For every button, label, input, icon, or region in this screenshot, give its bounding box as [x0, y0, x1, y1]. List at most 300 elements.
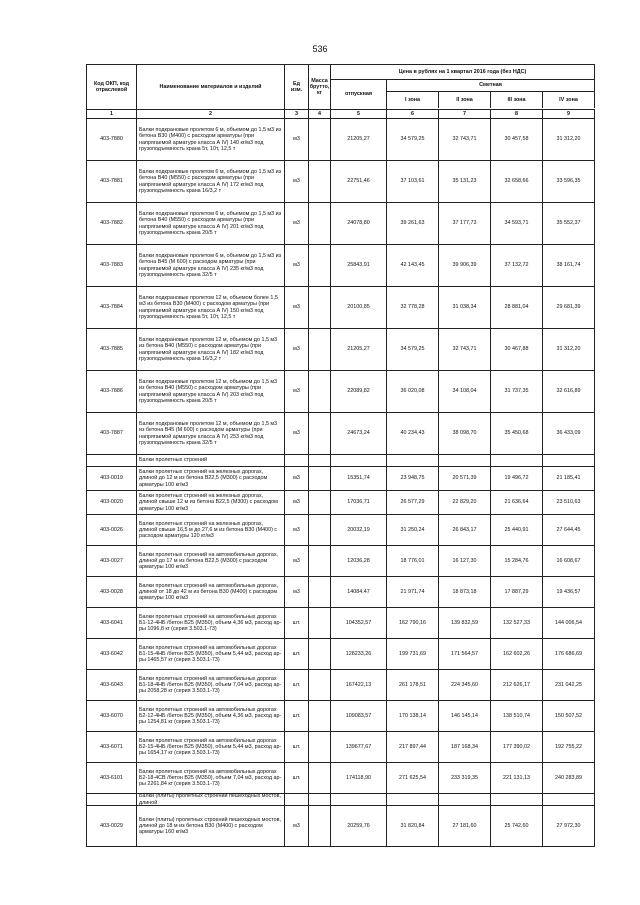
cell-empty [491, 455, 543, 466]
cell-text: Балки подкрановые пролетом 12 м, объемом до 1,5 м3 из бетона В40 (М550) с расходом арматуры (при напрягаемой арматуре класса А IV) 203 кг/м3 под грузоподъемность крана 20/5 т [139, 378, 278, 404]
cell-mass [309, 329, 331, 370]
cell-empty [331, 455, 387, 466]
cell-text: шт. [292, 650, 301, 657]
cell-text: 16 127,30 [452, 557, 477, 564]
cell-z3 [491, 608, 543, 638]
cell-release [331, 467, 387, 490]
cell-z4 [543, 467, 595, 490]
cell-z1 [387, 701, 439, 731]
cell-text: 29 681,39 [556, 304, 581, 311]
cell-text: 34 593,71 [504, 220, 529, 227]
cell-z1 [387, 203, 439, 244]
cell-z4 [543, 577, 595, 607]
cell-text: 403-6071 [100, 743, 123, 750]
cell-empty [309, 794, 331, 805]
cell-text: 271 625,54 [399, 774, 426, 781]
cell-z2 [439, 732, 491, 762]
cell-text: м3 [293, 822, 300, 829]
cell-z4 [543, 245, 595, 286]
cell-release [331, 546, 387, 576]
cell-text: 192 755,22 [555, 743, 582, 750]
cell-name [137, 701, 285, 731]
cell-unit [285, 119, 309, 160]
cell-text: 25 742,60 [504, 822, 529, 829]
cell-text: 403-0026 [100, 526, 123, 533]
cell-text: 20032,19 [347, 526, 370, 533]
cell-mass [309, 806, 331, 846]
cell-text: 171 564,57 [451, 650, 478, 657]
cell-text: Балки пролетных строений на автомобильных дорогах Б1-18-4НБ /бетон В25 (М350), объем 7,04 м3, расход ар-ры 2058,28 кг (серия 3.503.1-73) [139, 675, 282, 695]
cell-text: 38 161,74 [556, 262, 581, 269]
col-num: 2 [137, 110, 285, 118]
cell-z2 [439, 763, 491, 793]
cell-release [331, 670, 387, 700]
cell-text: 24673,24 [347, 430, 370, 437]
cell-z4 [543, 806, 595, 846]
cell-text: 233 319,35 [451, 774, 478, 781]
cell-text: 403-6041 [100, 619, 123, 626]
cell-text: 34 579,25 [400, 346, 425, 353]
cell-text: Балки подкрановые пролетом 12 м, объемом до 1,5 м3 из бетона В40 (М550) с расходом арматуры (при напрягаемой арматуре класса А IV) 182 кг/м3 под грузоподъемность крана 16/3,2 т [139, 336, 278, 362]
cell-text: 18 776,01 [400, 557, 425, 564]
header-code: Код ОКП, код отраслевой [87, 65, 137, 109]
cell-z4 [543, 371, 595, 412]
cell-unit [285, 245, 309, 286]
cell-text: 16 608,67 [556, 557, 581, 564]
cell-mass [309, 287, 331, 328]
cell-unit [285, 577, 309, 607]
cell-release [331, 732, 387, 762]
cell-release [331, 329, 387, 370]
cell-name [137, 515, 285, 545]
cell-code [87, 577, 137, 607]
cell-unit [285, 203, 309, 244]
cell-name [137, 546, 285, 576]
cell-release [331, 608, 387, 638]
cell-text: 21 971,74 [400, 588, 425, 595]
cell-text: 22089,82 [347, 388, 370, 395]
col-num: 7 [439, 110, 491, 118]
cell-text: 22751,46 [347, 178, 370, 185]
cell-text: 27 181,60 [452, 822, 477, 829]
cell-text: 42 143,45 [400, 262, 425, 269]
cell-text: 31 737,35 [504, 388, 529, 395]
cell-z4 [543, 287, 595, 328]
cell-unit [285, 491, 309, 514]
cell-text: Балки пролетных строений на автомобильных дорогах, длиной до 17 м из бетона В22,5 (М300) с расходом арматуры 100 кг/м3 [139, 551, 279, 571]
cell-text: Балки подкрановые пролетом 12 м, объемом более 1,5 м3 из бетона В30 (М400) с расходом арматуры (при напрягаемой арматуре класса А IV) 150 кг/м3 под грузоподъемность крана 5т, 10т, 12,5 т [139, 294, 278, 320]
cell-text: Балки пролетных строений на автомобильных дорогах Б2-18-4СВ /бетон В25 (М350), объем 7,04 м3, расход ар-ры 2261,84 кг (серия 3.503.1-73) [139, 768, 282, 788]
cell-z3 [491, 515, 543, 545]
table-row [87, 413, 595, 455]
cell-z1 [387, 371, 439, 412]
cell-unit [285, 467, 309, 490]
cell-text: 132 527,33 [503, 619, 530, 626]
cell-unit [285, 639, 309, 669]
cell-empty [387, 794, 439, 805]
cell-z1 [387, 245, 439, 286]
cell-empty [439, 794, 491, 805]
cell-release [331, 119, 387, 160]
cell-z1 [387, 608, 439, 638]
cell-z2 [439, 639, 491, 669]
col-num: 8 [491, 110, 543, 118]
table-header [87, 65, 595, 110]
cell-text: м3 [293, 220, 300, 227]
cell-mass [309, 119, 331, 160]
cell-text: 21205,27 [347, 346, 370, 353]
cell-release [331, 245, 387, 286]
cell-text: 23 510,63 [556, 499, 581, 506]
table-row [87, 701, 595, 732]
cell-text: шт. [292, 619, 301, 626]
table-row [87, 608, 595, 639]
cell-text: 20259,76 [347, 822, 370, 829]
cell-text: 403-7884 [100, 304, 123, 311]
cell-text: м3 [293, 526, 300, 533]
cell-empty [491, 794, 543, 805]
cell-z4 [543, 515, 595, 545]
table-row [87, 245, 595, 287]
cell-text: м3 [293, 557, 300, 564]
cell-name [137, 806, 285, 846]
cell-mass [309, 245, 331, 286]
cell-text: 34 579,25 [400, 136, 425, 143]
cell-text: 28 881,04 [504, 304, 529, 311]
cell-z4 [543, 763, 595, 793]
cell-code [87, 515, 137, 545]
header-zone2: II зона [439, 92, 491, 108]
cell-text: 21 185,41 [556, 475, 581, 482]
cell-text: 224 345,60 [451, 681, 478, 688]
cell-mass [309, 371, 331, 412]
cell-code [87, 639, 137, 669]
cell-text: 138 510,74 [503, 712, 530, 719]
table-row [87, 639, 595, 670]
cell-text: м3 [293, 136, 300, 143]
cell-code [87, 546, 137, 576]
cell-text: 12036,28 [347, 557, 370, 564]
cell-release [331, 701, 387, 731]
cell-name [137, 491, 285, 514]
cell-z4 [543, 639, 595, 669]
cell-z1 [387, 491, 439, 514]
cell-text: 128233,26 [345, 650, 372, 657]
cell-unit [285, 515, 309, 545]
cell-mass [309, 763, 331, 793]
cell-text: 162 602,26 [503, 650, 530, 657]
cell-text: 104352,57 [345, 619, 372, 626]
cell-text: 403-7883 [100, 262, 123, 269]
cell-code [87, 119, 137, 160]
cell-text: 37 177,73 [452, 220, 477, 227]
cell-z4 [543, 732, 595, 762]
cell-mass [309, 467, 331, 490]
cell-text: 32 743,71 [452, 346, 477, 353]
cell-z4 [543, 413, 595, 454]
section-row [87, 794, 595, 806]
cell-text: Балки подкрановые пролетом 12 м, объемом до 1,5 м3 из бетона В45 (М 600) с расходом арматуры (при напрягаемой арматуре класса А IV) 253 кг/м3 под грузоподъемность крана 32/5 т [139, 420, 278, 446]
cell-empty [331, 794, 387, 805]
header-unit: Ед изм. [285, 65, 309, 109]
header-zone1: I зона [387, 92, 439, 108]
cell-z2 [439, 467, 491, 490]
cell-z3 [491, 413, 543, 454]
table-row [87, 287, 595, 329]
cell-code [87, 371, 137, 412]
cell-empty [285, 794, 309, 805]
cell-text: 35 552,37 [556, 220, 581, 227]
cell-mass [309, 515, 331, 545]
cell-z4 [543, 119, 595, 160]
cell-text: 20100,85 [347, 304, 370, 311]
cell-z3 [491, 203, 543, 244]
cell-z2 [439, 806, 491, 846]
cell-text: м3 [293, 475, 300, 482]
section-row [87, 455, 595, 467]
cell-text: шт. [292, 712, 301, 719]
cell-release [331, 371, 387, 412]
cell-name [137, 371, 285, 412]
cell-text: 31 312,20 [556, 136, 581, 143]
cell-release [331, 763, 387, 793]
cell-text: Балки пролетных строений на железных дорогах, длиной свыше 16,5 м до 27,6 м из бетона В30 (М400) с расходом арматуры 120 кг/м3 [139, 520, 278, 540]
cell-release [331, 287, 387, 328]
cell-text: Балки подкрановые пролетом 6 м, объемом до 1,5 м3 из бетона В40 (М550) с расходом арматуры (при напрягаемой арматуре класса А IV) 201 кг/м3 под грузоподъемность крана 20/5 т [139, 210, 282, 236]
cell-z3 [491, 701, 543, 731]
header-zone4: IV зона [543, 92, 595, 108]
cell-text: м3 [293, 346, 300, 353]
cell-text: м3 [293, 499, 300, 506]
cell-text: 139677,67 [345, 743, 372, 750]
cell-text: 162 790,16 [399, 619, 426, 626]
cell-z3 [491, 806, 543, 846]
cell-text: 38 098,70 [452, 430, 477, 437]
cell-z3 [491, 670, 543, 700]
cell-z4 [543, 203, 595, 244]
cell-z1 [387, 639, 439, 669]
cell-empty [387, 455, 439, 466]
cell-z4 [543, 608, 595, 638]
cell-text: Балки подкрановые пролетом 6 м, объемом до 1,5 м3 из бетона В30 (М400) с расходом арматуры (при напрягаемой арматуре класса А IV) 140 кг/м3 под грузоподъемность крана 5т, 10т, 12,5 т [139, 126, 282, 152]
cell-text: 35 450,68 [504, 430, 529, 437]
cell-z3 [491, 763, 543, 793]
cell-z1 [387, 732, 439, 762]
cell-z2 [439, 161, 491, 202]
col-num: 3 [285, 110, 309, 118]
cell-unit [285, 329, 309, 370]
cell-unit [285, 763, 309, 793]
cell-z3 [491, 371, 543, 412]
cell-text: 15 284,76 [504, 557, 529, 564]
cell-code [87, 806, 137, 846]
cell-text: 240 283,89 [555, 774, 582, 781]
cell-release [331, 639, 387, 669]
cell-name [137, 577, 285, 607]
cell-text: Балки (плиты) пролетных строений пешеходных мостов, длиной [139, 794, 281, 805]
cell-code [87, 670, 137, 700]
cell-text: шт. [292, 743, 301, 750]
cell-mass [309, 577, 331, 607]
cell-empty [87, 455, 137, 466]
price-table [86, 64, 595, 847]
table-row [87, 203, 595, 245]
cell-name [137, 763, 285, 793]
page-number: 536 [312, 44, 328, 54]
cell-text: 30 457,58 [504, 136, 529, 143]
cell-text: 176 686,69 [555, 650, 582, 657]
cell-text: 36 433,09 [556, 430, 581, 437]
cell-text: 25843,91 [347, 262, 370, 269]
cell-code [87, 732, 137, 762]
cell-z2 [439, 701, 491, 731]
cell-empty [439, 455, 491, 466]
cell-text: 170 138,14 [399, 712, 426, 719]
cell-mass [309, 546, 331, 576]
cell-z1 [387, 329, 439, 370]
cell-mass [309, 732, 331, 762]
cell-name [137, 608, 285, 638]
cell-empty [543, 455, 595, 466]
cell-text: шт. [292, 681, 301, 688]
cell-text: 27 644,45 [556, 526, 581, 533]
cell-text: 403-7882 [100, 220, 123, 227]
cell-text: 31 250,24 [400, 526, 425, 533]
cell-text: 20 571,39 [452, 475, 477, 482]
cell-unit [285, 670, 309, 700]
cell-unit [285, 806, 309, 846]
cell-release [331, 161, 387, 202]
header-release: отпускная [331, 80, 387, 109]
cell-z2 [439, 203, 491, 244]
cell-name [137, 413, 285, 454]
cell-mass [309, 161, 331, 202]
cell-z1 [387, 515, 439, 545]
cell-text: м3 [293, 588, 300, 595]
cell-text: м3 [293, 262, 300, 269]
cell-text: 403-7881 [100, 178, 123, 185]
cell-code [87, 763, 137, 793]
cell-text: 150 507,52 [555, 712, 582, 719]
cell-text: 21205,27 [347, 136, 370, 143]
cell-empty [87, 794, 137, 805]
cell-name [137, 329, 285, 370]
cell-text: 217 897,44 [399, 743, 426, 750]
cell-text: 17 887,29 [504, 588, 529, 595]
cell-text: 33 596,35 [556, 178, 581, 185]
cell-unit [285, 371, 309, 412]
table-row [87, 806, 595, 847]
cell-text: 26 843,17 [452, 526, 477, 533]
cell-code [87, 245, 137, 286]
cell-code [87, 287, 137, 328]
cell-mass [309, 701, 331, 731]
cell-z2 [439, 546, 491, 576]
table-row [87, 577, 595, 608]
cell-text: 32 743,71 [452, 136, 477, 143]
cell-mass [309, 608, 331, 638]
cell-z3 [491, 491, 543, 514]
cell-text: 403-6043 [100, 681, 123, 688]
cell-unit [285, 701, 309, 731]
cell-text: 22 829,20 [452, 499, 477, 506]
cell-z4 [543, 329, 595, 370]
cell-text: 403-0020 [100, 499, 123, 506]
cell-name [137, 794, 285, 805]
cell-z1 [387, 577, 439, 607]
col-num: 1 [87, 110, 137, 118]
cell-z1 [387, 806, 439, 846]
cell-unit [285, 413, 309, 454]
cell-z2 [439, 329, 491, 370]
cell-text: 403-6070 [100, 712, 123, 719]
cell-name [137, 119, 285, 160]
cell-text: Балки пролетных строений на автомобильных дорогах Б1-12-4НБ /бетон В25 (М350), объем 4,36 м3, расход ар-ры 1096,8 кг (серия 3.503.1-73) [139, 613, 282, 633]
cell-text: 18 873,18 [452, 588, 477, 595]
cell-text: 19 496,72 [504, 475, 529, 482]
cell-z3 [491, 329, 543, 370]
cell-z3 [491, 577, 543, 607]
col-num: 5 [331, 110, 387, 118]
cell-text: 31 820,84 [400, 822, 425, 829]
cell-z3 [491, 732, 543, 762]
cell-text: 30 467,88 [504, 346, 529, 353]
cell-text: м3 [293, 178, 300, 185]
header-name: Наименование материалов и изделий [137, 65, 285, 109]
cell-name [137, 670, 285, 700]
cell-code [87, 161, 137, 202]
cell-text: 187 168,34 [451, 743, 478, 750]
cell-z3 [491, 119, 543, 160]
table-body [87, 119, 595, 847]
cell-text: 146 145,14 [451, 712, 478, 719]
cell-text: 403-7886 [100, 388, 123, 395]
cell-text: 109083,57 [345, 712, 372, 719]
cell-mass [309, 413, 331, 454]
cell-mass [309, 639, 331, 669]
cell-text: 34 108,04 [452, 388, 477, 395]
cell-text: 24078,80 [347, 220, 370, 227]
cell-text: 403-6101 [100, 774, 123, 781]
table-row [87, 371, 595, 413]
cell-text: 19 436,57 [556, 588, 581, 595]
table-row [87, 546, 595, 577]
cell-release [331, 413, 387, 454]
cell-text: Балки пролетных строений на железных дорогах, длиной свыше 12 м из бетона В22,5 (М300) с расходом арматуры 100 кг/м3 [139, 493, 278, 512]
cell-z1 [387, 119, 439, 160]
cell-z2 [439, 119, 491, 160]
table-row [87, 491, 595, 515]
cell-text: м3 [293, 388, 300, 395]
cell-z1 [387, 670, 439, 700]
cell-code [87, 701, 137, 731]
cell-code [87, 491, 137, 514]
cell-z1 [387, 161, 439, 202]
cell-z3 [491, 161, 543, 202]
cell-text: 31 312,20 [556, 346, 581, 353]
cell-text: 14084,47 [347, 588, 370, 595]
col-num: 6 [387, 110, 439, 118]
table-row [87, 161, 595, 203]
header-estimate: Сметная [387, 80, 595, 92]
cell-text: 39 906,39 [452, 262, 477, 269]
cell-unit [285, 161, 309, 202]
cell-text: 174118,90 [345, 774, 372, 781]
cell-z4 [543, 491, 595, 514]
cell-text: 17036,71 [347, 499, 370, 506]
cell-text: Балки пролетных строений на автомобильных дорогах, длиной от 18 до 42 м из бетона В30 (М400) с расходом арматуры 100 кг/м3 [139, 582, 279, 602]
cell-text: 403-0029 [100, 822, 123, 829]
